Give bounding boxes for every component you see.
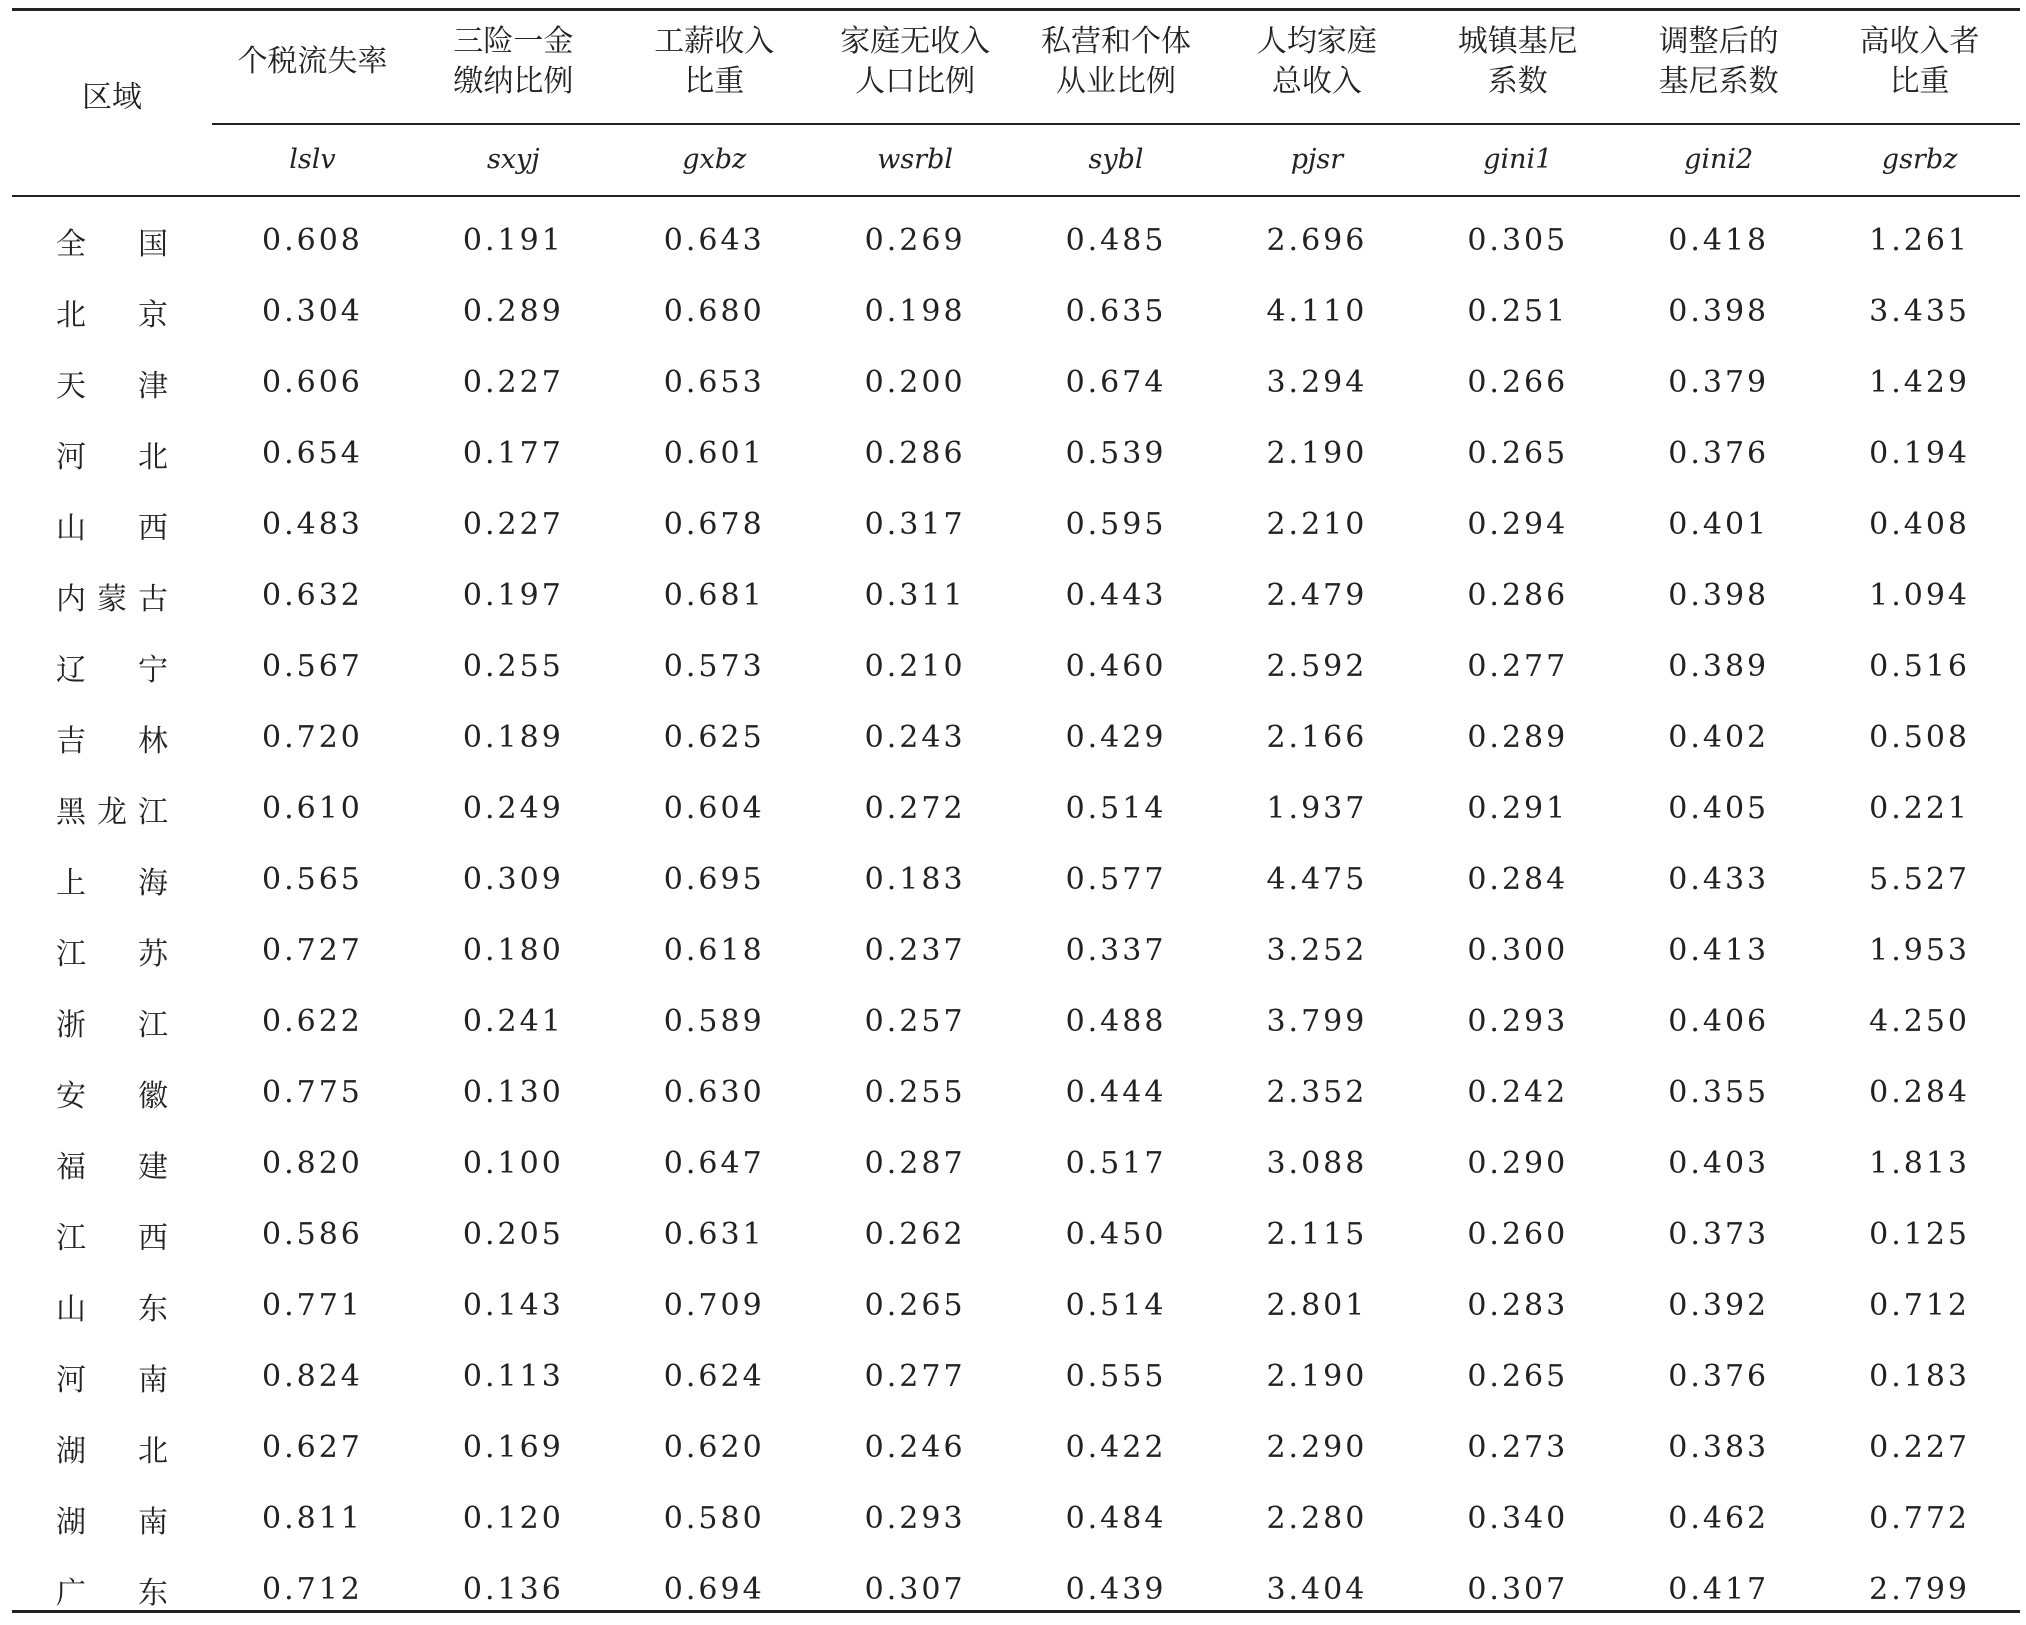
table-row — [12, 418, 2020, 489]
table-body — [12, 205, 2020, 1625]
table-cell: 1.953 — [1869, 933, 1971, 968]
table-cell: 0.577 — [1065, 862, 1167, 897]
column-header-line1: 工薪收入 — [654, 24, 775, 59]
table-cell: 0.433 — [1668, 862, 1770, 897]
table-cell: 2.352 — [1266, 1075, 1368, 1110]
table-cell: 0.100 — [462, 1146, 564, 1181]
table-cell: 0.197 — [462, 578, 564, 613]
table-cell: 0.483 — [262, 507, 363, 542]
table-cell: 2.592 — [1266, 649, 1368, 684]
table-cell: 0.284 — [1467, 862, 1569, 897]
table-cell: 0.450 — [1065, 1217, 1167, 1252]
column-header-line2: 系数 — [1487, 64, 1548, 99]
table-cell: 2.280 — [1266, 1501, 1368, 1536]
table-row — [12, 631, 2020, 702]
table-cell: 2.290 — [1266, 1430, 1368, 1465]
table-cell: 0.241 — [462, 1004, 564, 1039]
column-header-line2: 从业比例 — [1056, 64, 1176, 99]
column-header-line1: 个税流失率 — [237, 44, 388, 79]
table-cell: 0.811 — [262, 1501, 363, 1536]
variable-name: gxbz — [682, 144, 747, 175]
region-cell — [12, 1000, 212, 1044]
table-cell: 0.392 — [1668, 1288, 1770, 1323]
table-cell: 0.624 — [663, 1359, 765, 1394]
region-cell — [12, 1142, 212, 1186]
table-cell: 0.462 — [1668, 1501, 1770, 1536]
table-cell: 0.227 — [462, 507, 564, 542]
table-cell: 0.284 — [1869, 1075, 1971, 1110]
table-cell: 0.627 — [262, 1430, 363, 1465]
table-cell: 0.429 — [1065, 720, 1167, 755]
column-header — [1016, 22, 1217, 102]
table-cell: 0.635 — [1065, 294, 1167, 329]
table-cell: 4.250 — [1869, 1004, 1971, 1039]
table-cell: 0.293 — [864, 1501, 966, 1536]
table-cell: 3.088 — [1266, 1146, 1368, 1181]
table-cell: 2.696 — [1266, 223, 1368, 258]
table-cell: 0.249 — [462, 791, 564, 826]
table-cell: 0.291 — [1467, 791, 1569, 826]
region-cell — [12, 645, 212, 689]
column-header — [1216, 22, 1417, 102]
table-cell: 0.309 — [462, 862, 564, 897]
table-cell: 0.539 — [1065, 436, 1167, 471]
table-cell: 0.383 — [1668, 1430, 1770, 1465]
table-cell: 0.444 — [1065, 1075, 1167, 1110]
table-cell: 0.307 — [1467, 1572, 1569, 1607]
table-cell: 0.406 — [1668, 1004, 1770, 1039]
table-cell: 0.200 — [864, 365, 966, 400]
table-cell: 0.113 — [462, 1359, 564, 1394]
column-header-line2: 总收入 — [1271, 64, 1362, 99]
table-cell: 0.143 — [462, 1288, 564, 1323]
table-cell: 0.311 — [864, 578, 966, 613]
table-cell: 0.273 — [1467, 1430, 1569, 1465]
table-row — [12, 1128, 2020, 1199]
table-cell: 0.772 — [1869, 1501, 1971, 1536]
table-cell: 0.606 — [262, 365, 363, 400]
table-cell: 0.290 — [1467, 1146, 1569, 1181]
table-cell: 0.820 — [262, 1146, 363, 1181]
region-cell — [12, 1355, 212, 1399]
region-name: 北京 — [56, 297, 168, 333]
table-row — [12, 347, 2020, 418]
table-cell: 0.210 — [864, 649, 966, 684]
table-cell: 0.130 — [462, 1075, 564, 1110]
column-header-line1: 城镇基尼 — [1457, 24, 1578, 59]
region-cell — [12, 503, 212, 547]
table-cell: 0.286 — [864, 436, 966, 471]
table-row — [12, 1199, 2020, 1270]
table-cell: 0.695 — [663, 862, 765, 897]
table-row — [12, 1057, 2020, 1128]
table-cell: 0.618 — [663, 933, 765, 968]
table-cell: 0.632 — [262, 578, 363, 613]
column-header-line1: 调整后的 — [1658, 24, 1779, 59]
column-headers — [212, 22, 2020, 102]
table-cell: 0.565 — [262, 862, 363, 897]
table-cell: 0.194 — [1869, 436, 1971, 471]
table-cell: 0.205 — [462, 1217, 564, 1252]
table-cell: 0.227 — [462, 365, 564, 400]
table-cell: 0.283 — [1467, 1288, 1569, 1323]
table-cell: 0.289 — [1467, 720, 1569, 755]
region-cell — [12, 1426, 212, 1470]
table-cell: 0.373 — [1668, 1217, 1770, 1252]
region-cell — [12, 716, 212, 760]
table-cell: 0.266 — [1467, 365, 1569, 400]
table-cell: 0.246 — [864, 1430, 966, 1465]
table-row — [12, 1270, 2020, 1341]
table-cell: 0.294 — [1467, 507, 1569, 542]
table-cell: 0.680 — [663, 294, 765, 329]
region-name: 山西 — [56, 510, 168, 546]
header-bottom-rule — [12, 195, 2020, 197]
table-cell: 0.620 — [663, 1430, 765, 1465]
table-cell: 0.376 — [1668, 1359, 1770, 1394]
region-cell — [12, 432, 212, 476]
table-cell: 0.337 — [1065, 933, 1167, 968]
table-cell: 3.294 — [1266, 365, 1368, 400]
table-cell: 4.475 — [1266, 862, 1368, 897]
table-cell: 1.937 — [1266, 791, 1368, 826]
table-cell: 0.287 — [864, 1146, 966, 1181]
table-row — [12, 1341, 2020, 1412]
table-row — [12, 915, 2020, 986]
table-cell: 3.404 — [1266, 1572, 1368, 1607]
table-cell: 0.293 — [1467, 1004, 1569, 1039]
variable-name-row — [212, 140, 2020, 180]
region-cell — [12, 1213, 212, 1257]
table-cell: 0.262 — [864, 1217, 966, 1252]
column-header-line1: 三险一金 — [453, 24, 574, 59]
table-cell: 0.289 — [462, 294, 564, 329]
table-cell: 0.120 — [462, 1501, 564, 1536]
table-cell: 0.317 — [864, 507, 966, 542]
table-row — [12, 276, 2020, 347]
table-cell: 1.261 — [1869, 223, 1971, 258]
table-cell: 0.681 — [663, 578, 765, 613]
table-cell: 0.305 — [1467, 223, 1569, 258]
region-name: 河南 — [56, 1362, 168, 1398]
table-row — [12, 205, 2020, 276]
column-header — [1417, 22, 1618, 102]
table-cell: 0.300 — [1467, 933, 1569, 968]
table-cell: 0.180 — [462, 933, 564, 968]
table-cell: 0.712 — [262, 1572, 363, 1607]
column-header-line1: 家庭无收入 — [840, 24, 991, 59]
region-cell — [12, 361, 212, 405]
region-cell — [12, 787, 212, 831]
table-cell: 0.586 — [262, 1217, 363, 1252]
column-header — [413, 22, 614, 102]
table-cell: 1.813 — [1869, 1146, 1971, 1181]
table-cell: 3.252 — [1266, 933, 1368, 968]
table-cell: 2.190 — [1266, 436, 1368, 471]
table-cell: 0.307 — [864, 1572, 966, 1607]
table-cell: 0.355 — [1668, 1075, 1770, 1110]
table-cell: 0.255 — [864, 1075, 966, 1110]
table-cell: 0.712 — [1869, 1288, 1971, 1323]
table-row — [12, 489, 2020, 560]
table-cell: 0.694 — [663, 1572, 765, 1607]
table-cell: 0.439 — [1065, 1572, 1167, 1607]
region-name: 黑龙江 — [56, 794, 168, 830]
column-header-line2: 比重 — [1889, 64, 1950, 99]
table-cell: 0.398 — [1668, 294, 1770, 329]
variable-name: gini1 — [1483, 144, 1553, 175]
region-cell — [12, 858, 212, 902]
table-cell: 2.210 — [1266, 507, 1368, 542]
table-cell: 0.580 — [663, 1501, 765, 1536]
table-row — [12, 986, 2020, 1057]
table-cell: 3.435 — [1869, 294, 1971, 329]
region-name: 浙江 — [56, 1007, 168, 1043]
column-header-line1: 高收入者 — [1859, 24, 1980, 59]
table-cell: 0.630 — [663, 1075, 765, 1110]
table-cell: 0.653 — [663, 365, 765, 400]
table-cell: 0.269 — [864, 223, 966, 258]
region-name: 湖南 — [56, 1504, 168, 1540]
table-cell: 2.479 — [1266, 578, 1368, 613]
table-cell: 0.304 — [262, 294, 363, 329]
table-cell: 0.595 — [1065, 507, 1167, 542]
variable-name: gsrbz — [1881, 144, 1958, 175]
table-cell: 0.573 — [663, 649, 765, 684]
table-cell: 0.631 — [663, 1217, 765, 1252]
table-cell: 0.379 — [1668, 365, 1770, 400]
region-cell — [12, 219, 212, 263]
table-cell: 0.376 — [1668, 436, 1770, 471]
table-cell: 0.601 — [663, 436, 765, 471]
table-cell: 0.277 — [864, 1359, 966, 1394]
table-cell: 0.484 — [1065, 1501, 1167, 1536]
column-header — [614, 22, 815, 102]
table-cell: 0.243 — [864, 720, 966, 755]
region-name: 上海 — [56, 865, 168, 901]
table-cell: 0.257 — [864, 1004, 966, 1039]
table-row — [12, 1412, 2020, 1483]
table-cell: 0.405 — [1668, 791, 1770, 826]
table-cell: 2.115 — [1266, 1217, 1368, 1252]
region-cell — [12, 1497, 212, 1541]
region-name: 广东 — [56, 1575, 168, 1611]
table-cell: 0.771 — [262, 1288, 363, 1323]
variable-name: sybl — [1088, 144, 1144, 175]
table-cell: 0.516 — [1869, 649, 1971, 684]
table-cell: 0.242 — [1467, 1075, 1569, 1110]
region-name: 全国 — [56, 226, 168, 262]
table-row — [12, 702, 2020, 773]
column-header-line2: 基尼系数 — [1658, 64, 1779, 99]
table-cell: 0.567 — [262, 649, 363, 684]
column-header — [212, 22, 413, 102]
table-cell: 0.608 — [262, 223, 363, 258]
table-cell: 3.799 — [1266, 1004, 1368, 1039]
table-cell: 0.727 — [262, 933, 363, 968]
table-cell: 0.403 — [1668, 1146, 1770, 1181]
variable-name: wsrbl — [877, 144, 954, 175]
variable-name: lslv — [289, 144, 336, 175]
table-cell: 0.265 — [1467, 1359, 1569, 1394]
table-cell: 0.589 — [663, 1004, 765, 1039]
table-cell: 1.429 — [1869, 365, 1971, 400]
region-name: 辽宁 — [56, 652, 168, 688]
table-cell: 0.169 — [462, 1430, 564, 1465]
table-cell: 0.647 — [663, 1146, 765, 1181]
table-cell: 2.799 — [1869, 1572, 1971, 1607]
table-cell: 0.643 — [663, 223, 765, 258]
table-cell: 0.720 — [262, 720, 363, 755]
table-cell: 0.183 — [1869, 1359, 1971, 1394]
table-cell: 2.166 — [1266, 720, 1368, 755]
table-cell: 0.485 — [1065, 223, 1167, 258]
table-cell: 0.625 — [663, 720, 765, 755]
table-cell: 0.517 — [1065, 1146, 1167, 1181]
table-cell: 0.514 — [1065, 791, 1167, 826]
table-cell: 2.801 — [1266, 1288, 1368, 1323]
table-cell: 0.398 — [1668, 578, 1770, 613]
region-name: 江西 — [56, 1220, 168, 1256]
table-cell: 0.610 — [262, 791, 363, 826]
table-cell: 0.237 — [864, 933, 966, 968]
variable-name: sxyj — [486, 144, 540, 175]
table-cell: 0.413 — [1668, 933, 1770, 968]
region-name: 天津 — [56, 368, 168, 404]
table-cell: 0.443 — [1065, 578, 1167, 613]
table-cell: 0.775 — [262, 1075, 363, 1110]
table-cell: 0.674 — [1065, 365, 1167, 400]
variable-name: pjsr — [1290, 144, 1344, 175]
table-cell: 0.177 — [462, 436, 564, 471]
table-cell: 0.251 — [1467, 294, 1569, 329]
region-cell — [12, 290, 212, 334]
table-top-rule — [12, 8, 2020, 11]
table-row — [12, 560, 2020, 631]
region-column-header: 区域 — [82, 80, 142, 115]
header-sub-rule — [212, 123, 2020, 125]
table-cell: 0.277 — [1467, 649, 1569, 684]
table-cell: 0.125 — [1869, 1217, 1971, 1252]
table-row — [12, 1483, 2020, 1554]
table-cell: 0.604 — [663, 791, 765, 826]
column-header-line2: 比重 — [684, 64, 745, 99]
table-cell: 0.514 — [1065, 1288, 1167, 1323]
region-cell — [12, 1071, 212, 1115]
table-cell: 0.678 — [663, 507, 765, 542]
table-cell: 0.417 — [1668, 1572, 1770, 1607]
table-cell: 0.272 — [864, 791, 966, 826]
table-cell: 0.221 — [1869, 791, 1971, 826]
table-cell: 0.340 — [1467, 1501, 1569, 1536]
table-cell: 5.527 — [1869, 862, 1971, 897]
column-header — [815, 22, 1016, 102]
region-cell — [12, 1568, 212, 1612]
table-cell: 2.190 — [1266, 1359, 1368, 1394]
region-name: 吉林 — [56, 723, 168, 759]
table-cell: 0.255 — [462, 649, 564, 684]
column-header — [1618, 22, 1819, 102]
region-name: 山东 — [56, 1291, 168, 1327]
table-cell: 0.136 — [462, 1572, 564, 1607]
column-header-line2: 缴纳比例 — [453, 64, 574, 99]
table-cell: 0.260 — [1467, 1217, 1569, 1252]
table-cell: 0.824 — [262, 1359, 363, 1394]
table-cell: 0.422 — [1065, 1430, 1167, 1465]
table-cell: 0.189 — [462, 720, 564, 755]
region-cell — [12, 1284, 212, 1328]
table-cell: 0.488 — [1065, 1004, 1167, 1039]
table-cell: 0.198 — [864, 294, 966, 329]
table-row — [12, 1554, 2020, 1625]
region-name: 安徽 — [56, 1078, 168, 1114]
table-cell: 0.622 — [262, 1004, 363, 1039]
region-name: 江苏 — [56, 936, 168, 972]
table-cell: 0.389 — [1668, 649, 1770, 684]
table-cell: 0.401 — [1668, 507, 1770, 542]
table-cell: 0.265 — [864, 1288, 966, 1323]
table-cell: 0.555 — [1065, 1359, 1167, 1394]
table-row — [12, 844, 2020, 915]
region-name: 湖北 — [56, 1433, 168, 1469]
table-cell: 1.094 — [1869, 578, 1971, 613]
table-cell: 0.265 — [1467, 436, 1569, 471]
table-cell: 0.191 — [462, 223, 564, 258]
table-cell: 0.508 — [1869, 720, 1971, 755]
column-header-line1: 人均家庭 — [1256, 24, 1377, 59]
table-cell: 0.418 — [1668, 223, 1770, 258]
table-cell: 0.408 — [1869, 507, 1971, 542]
table-row — [12, 773, 2020, 844]
column-header-line1: 私营和个体 — [1041, 24, 1191, 59]
table-cell: 0.402 — [1668, 720, 1770, 755]
region-cell — [12, 929, 212, 973]
region-name: 河北 — [56, 439, 168, 475]
variable-name: gini2 — [1684, 144, 1754, 175]
region-name: 内蒙古 — [56, 581, 168, 617]
table-cell: 0.709 — [663, 1288, 765, 1323]
column-header — [1819, 22, 2020, 102]
table-cell: 4.110 — [1266, 294, 1368, 329]
table-cell: 0.460 — [1065, 649, 1167, 684]
column-header-line2: 人口比例 — [855, 64, 976, 99]
region-name: 福建 — [56, 1149, 168, 1185]
table-cell: 0.183 — [864, 862, 966, 897]
table-cell: 0.286 — [1467, 578, 1569, 613]
table-cell: 0.227 — [1869, 1430, 1971, 1465]
region-cell — [12, 574, 212, 618]
table-cell: 0.654 — [262, 436, 363, 471]
